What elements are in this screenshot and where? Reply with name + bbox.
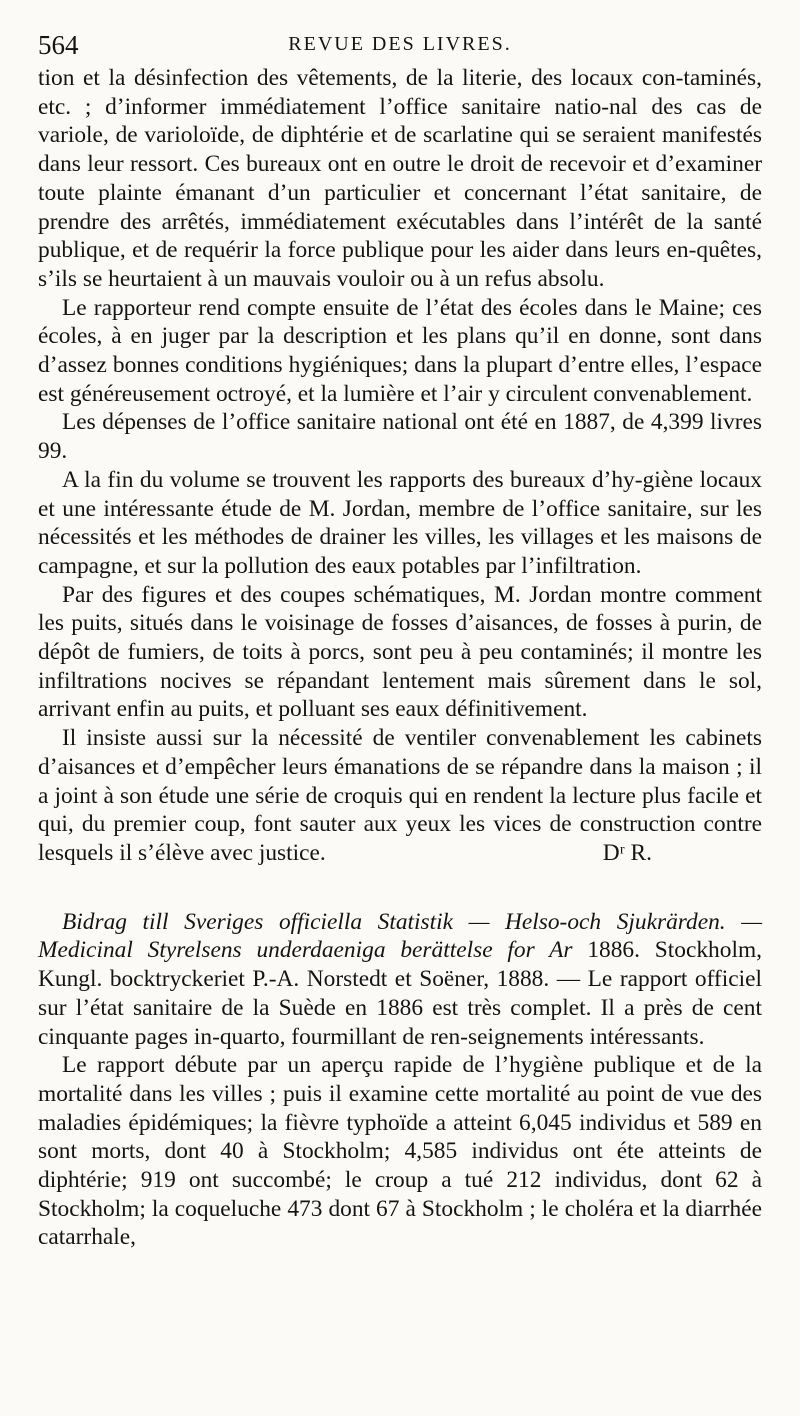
paragraph-jordan-study: A la fin du volume se trouvent les rapports des bureaux d’hy-giène locaux et une intéressante étude de M. Jordan, membre de l’office sanitaire, sur les nécessités et les méthodes de drainer les villes, les villages et les maisons de campagne, et sur la pollution des eaux potables par l’infiltration. [38, 466, 762, 579]
paragraph-mortality: Le rapport débute par un aperçu rapide de l’hygiène publique et de la mortalité dans les villes ; puis il examine cette mortalité au point de vue des maladies épidémiques; la fièvre typhoïde a atteint 6,045 individus et 589 en sont morts, dont 40 à Stockholm; 4,585 individus ont éte atteints de diphtérie; 919 ont succombé; le croup a tué 212 individus, dont 62 à Stockholm; la coqueluche 473 dont 67 à Stockholm ; le choléra et la diarrhée catarrhale, [38, 1052, 762, 1251]
section-gap [38, 868, 762, 908]
book-details: 1886. Stockholm, Kungl. bocktryckeriet P.-A. Norstedt et Soëner, 1888. — Le rapport officiel sur l’état sanitaire de la Suède en 1886 est très complet. Il a près de cent cinquante pages in-quarto, fourmillant de ren-seignements intéressants. [38, 937, 762, 1050]
paragraph-continuation: tion et la désinfection des vêtements, de la literie, des locaux con-taminés, etc. ; d’informer immédiatement l’office sanitaire natio-nal des cas de variole, de varioloïde, de diphtérie et de scarlatine qui se seraient manifestés dans leur ressort. Ces bureaux ont en outre le droit de recevoir et d’examiner toute plainte émanant d’un particulier et concernant l’état sanitaire, de prendre des arrêtés, immédiatement exécutables dans l’intérêt de la santé publique, et de requérir la force publique pour les aider dans leurs en-quêtes, s’ils se heurtaient à un mauvais vouloir ou à un refus absolu. [38, 65, 762, 292]
review-signature: Dʳ R. [602, 839, 652, 866]
book-title: Bidrag till Sveriges officiella Statistik — Helso-och Sjukrärden. — Medicinal Styrelsens underdaeniga berättelse for Ar [38, 908, 762, 964]
running-head [38, 30, 762, 64]
paragraph-swedish-report [38, 908, 762, 1052]
running-title: REVUE DES LIVRES. [288, 33, 512, 55]
paragraph-wells: Par des figures et des coupes schématiques, M. Jordan montre comment les puits, situés dans le voisinage de fosses d’aisances, de fosses à purin, de dépôt de fumiers, de toits à porcs, sont peu à peu contaminés; il montre les infiltrations nocives se répandant lentement mais sûrement dans le sol, arrivant enfin au puits, et polluant ses eaux définitivement. [38, 581, 762, 723]
page-number: 564 [38, 30, 79, 60]
paragraph-schools: Le rapporteur rend compte ensuite de l’état des écoles dans le Maine; ces écoles, à en juger par la description et les plans qu’il en donne, sont dans d’assez bonnes conditions hygiéniques; dans la plupart d’entre elles, l’espace est généreusement octroyé, et la lumière et l’air y circulent convenablement. [38, 294, 762, 407]
paragraph-expenses: Les dépenses de l’office sanitaire national ont été en 1887, de 4,399 livres 99. [38, 409, 762, 465]
paragraph-ventilation [38, 724, 762, 868]
body-text [38, 64, 762, 1252]
ventilation-text: Il insiste aussi sur la nécessité de ventiler convenablement les cabinets d’aisances et d’empêcher leurs émanations de se répandre dans la maison ; il a joint à son étude une série de croquis qui en rendent la lecture plus facile et qui, du premier coup, font sauter aux yeux les vices de construction contre lesquels il s’élève avec justice. [38, 725, 762, 866]
